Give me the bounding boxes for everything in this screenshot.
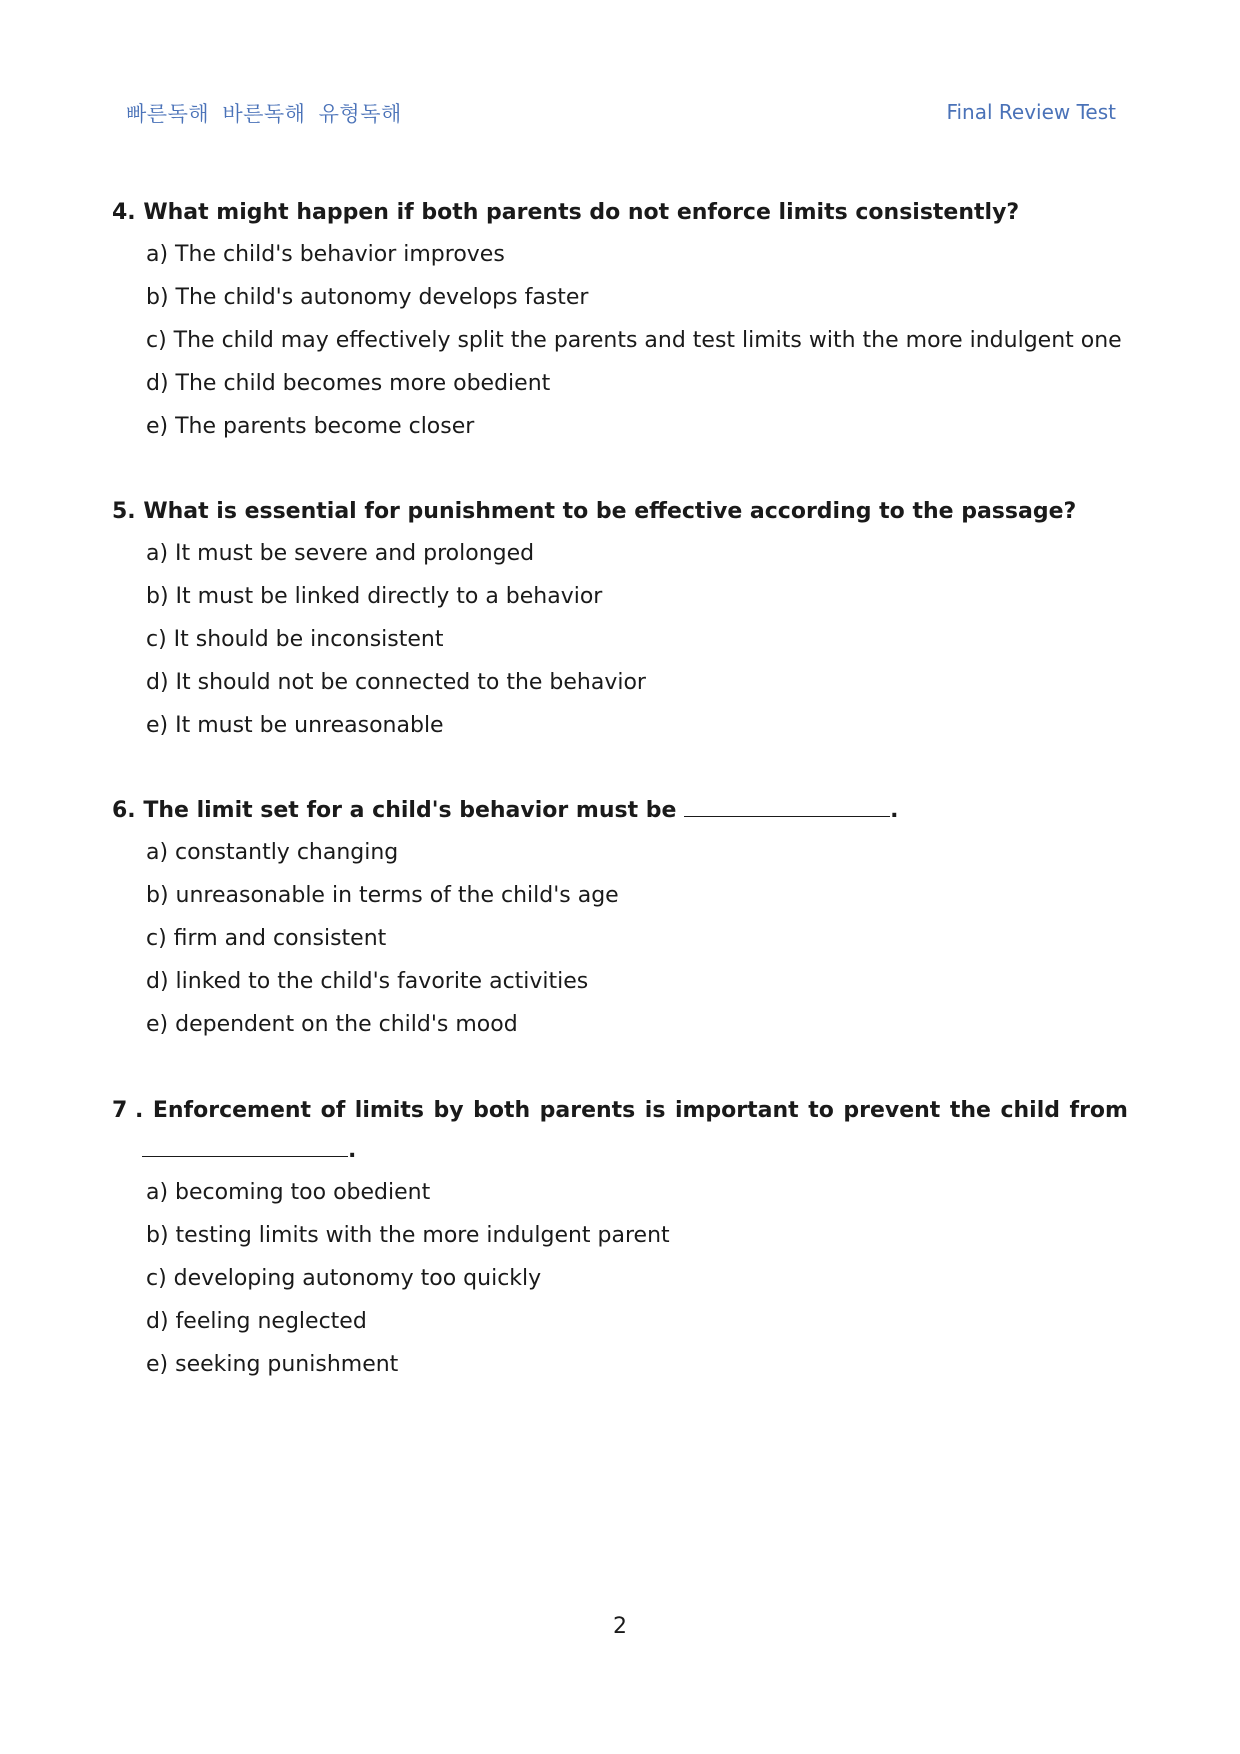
question-7-word: parents (539, 1098, 636, 1123)
question-7-word: of (320, 1098, 346, 1123)
question-4-options (112, 233, 1128, 448)
question-5-stem: 5. What is essential for punishment to be effective according to the passage? (112, 499, 1077, 524)
question-4-option-e: e) The parents become closer (146, 414, 475, 439)
question-7-option-a: a) becoming too obedient (146, 1180, 431, 1205)
question-4-option-d: d) The child becomes more obedient (146, 371, 551, 396)
question-7-stem (112, 1091, 1128, 1131)
question-7-word: the (949, 1098, 991, 1123)
question-6-option-d: d) linked to the child's favorite activities (146, 969, 589, 994)
question-7-option-b: b) testing limits with the more indulgent parent (146, 1223, 670, 1248)
question-5-option-c: c) It should be inconsistent (146, 627, 444, 652)
header-test-title: Final Review Test (946, 100, 1116, 124)
question-7-word: 7 . (112, 1098, 144, 1123)
question-4-option-c: c) The child may effectively split the parents and test limits with the more indulgent one (146, 328, 1122, 353)
page-number: 2 (613, 1614, 627, 1639)
question-7-option-c: c) developing autonomy too quickly (146, 1266, 542, 1291)
question-7-word: from (1069, 1098, 1128, 1123)
question-5 (112, 492, 1128, 747)
question-6-stem-end: . (890, 798, 899, 823)
question-7-option-d: d) feeling neglected (146, 1309, 367, 1334)
question-5-option-b: b) It must be linked directly to a behavior (146, 584, 603, 609)
question-7-word: child (1000, 1098, 1060, 1123)
question-5-option-a: a) It must be severe and prolonged (146, 541, 535, 566)
question-4 (112, 193, 1128, 448)
question-7-word: both (473, 1098, 531, 1123)
question-5-option-e: e) It must be unreasonable (146, 713, 444, 738)
question-7-stem-end: . (348, 1138, 357, 1163)
question-4-stem: 4. What might happen if both parents do not enforce limits consistently? (112, 200, 1020, 225)
question-7-word: by (433, 1098, 464, 1123)
question-7-stem-line2 (112, 1131, 1128, 1171)
question-7-word: important (674, 1098, 799, 1123)
question-7-word: prevent (843, 1098, 941, 1123)
question-7-word: is (644, 1098, 666, 1123)
question-5-options (112, 532, 1128, 747)
question-5-option-d: d) It should not be connected to the behavior (146, 670, 646, 695)
question-7-word: limits (354, 1098, 424, 1123)
question-4-option-a: a) The child's behavior improves (146, 242, 505, 267)
question-4-option-b: b) The child's autonomy develops faster (146, 285, 589, 310)
question-6-options (112, 831, 1128, 1046)
question-6-option-a: a) constantly changing (146, 840, 399, 865)
header-series-title: 빠른독해 바른독해 유형독해 (126, 102, 402, 126)
answer-blank (684, 796, 890, 817)
question-7-word: to (808, 1098, 834, 1123)
question-6-option-c: c) firm and consistent (146, 926, 387, 951)
question-7-options (112, 1171, 1128, 1386)
question-7-option-e: e) seeking punishment (146, 1352, 399, 1377)
question-6-stem-text: 6. The limit set for a child's behavior must be (112, 798, 677, 823)
question-6-option-e: e) dependent on the child's mood (146, 1012, 518, 1037)
question-6 (112, 791, 1128, 1046)
question-6-option-b: b) unreasonable in terms of the child's age (146, 883, 619, 908)
answer-blank (142, 1136, 348, 1157)
question-7-word: Enforcement (152, 1098, 312, 1123)
question-7 (112, 1091, 1128, 1386)
question-6-stem (112, 791, 1128, 831)
